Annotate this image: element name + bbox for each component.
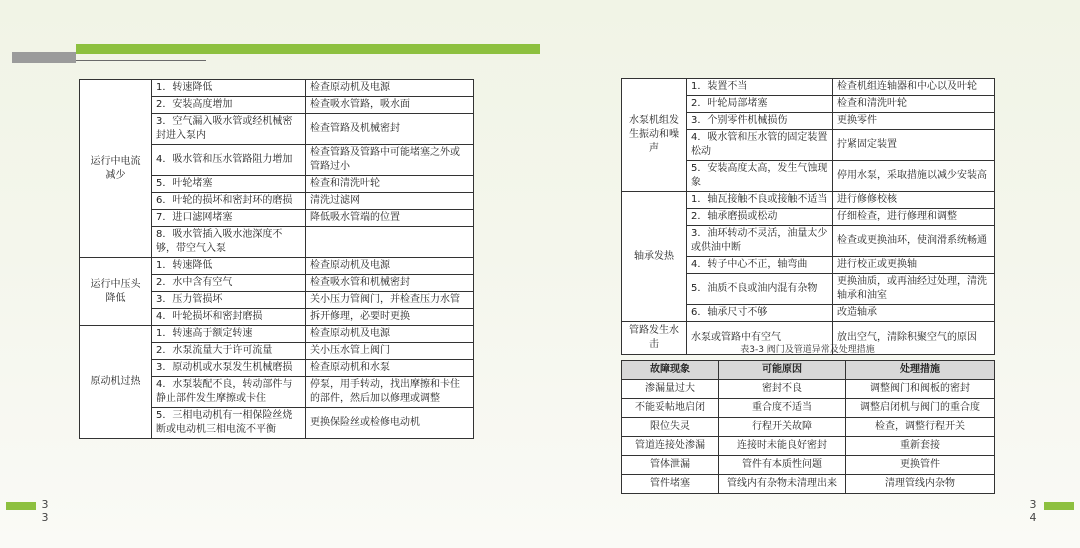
cause-cell: 3．个别零件机械损伤 <box>687 113 833 130</box>
column-header: 故障现象 <box>622 361 719 380</box>
fault-cell: 限位失灵 <box>622 418 719 437</box>
cause-cell: 管件有本质性问题 <box>719 456 846 475</box>
fault-cell: 渗漏量过大 <box>622 380 719 399</box>
fault-cell: 管体泄漏 <box>622 456 719 475</box>
table-row <box>622 475 995 494</box>
remedy-cell: 检查，调整行程开关 <box>846 418 995 437</box>
remedy-cell: 检查吸水管路，吸水面 <box>306 97 474 114</box>
remedy-cell: 检查管路及机械密封 <box>306 114 474 145</box>
cause-cell: 5．叶轮堵塞 <box>152 176 306 193</box>
remedy-cell: 清理管线内杂物 <box>846 475 995 494</box>
remedy-cell: 关小压水管上阀门 <box>306 343 474 360</box>
cause-cell: 6．轴承尺寸不够 <box>687 305 833 322</box>
cause-cell: 2．叶轮局部堵塞 <box>687 96 833 113</box>
cause-cell: 1．转速降低 <box>152 258 306 275</box>
page-number-digit: 4 <box>1029 511 1037 524</box>
remedy-cell: 更换油质，或再油经过处理，清洗轴承和油室 <box>833 274 995 305</box>
cause-cell: 5．安装高度太高，发生气蚀现象 <box>687 161 833 192</box>
fault-cell: 管件堵塞 <box>622 475 719 494</box>
cause-cell: 2．水泵流量大于许可流量 <box>152 343 306 360</box>
fault-cell: 管道连接处渗漏 <box>622 437 719 456</box>
cause-cell: 1．转速高于额定转速 <box>152 326 306 343</box>
remedy-cell: 检查机组连轴器和中心以及叶轮 <box>833 79 995 96</box>
remedy-cell: 检查吸水管和机械密封 <box>306 275 474 292</box>
cause-cell: 1．装置不当 <box>687 79 833 96</box>
cause-cell: 1．轴瓦接触不良或接触不适当 <box>687 192 833 209</box>
category-cell: 管路发生水击 <box>622 322 687 355</box>
cause-cell: 5．三相电动机有一相保险丝烧断或电动机三相电流不平衡 <box>152 408 306 439</box>
cause-cell: 2．水中含有空气 <box>152 275 306 292</box>
remedy-cell: 重新套接 <box>846 437 995 456</box>
page-marker-bar <box>1044 502 1074 510</box>
column-header: 可能原因 <box>719 361 846 380</box>
category-cell: 水泵机组发生振动和噪声 <box>622 79 687 192</box>
remedy-cell: 检查原动机及电源 <box>306 326 474 343</box>
table-row <box>622 399 995 418</box>
cause-cell: 连接时未能良好密封 <box>719 437 846 456</box>
page-number-digit: 3 <box>41 511 49 524</box>
cause-cell: 重合度不适当 <box>719 399 846 418</box>
cause-cell: 4．叶轮损坏和密封磨损 <box>152 309 306 326</box>
remedy-cell: 检查管路及管路中可能堵塞之外或管路过小 <box>306 145 474 176</box>
category-cell: 原动机过热 <box>80 326 152 439</box>
fault-cell: 不能妥帖地启闭 <box>622 399 719 418</box>
remedy-cell: 检查原动机及电源 <box>306 258 474 275</box>
remedy-cell: 进行校正或更换轴 <box>833 257 995 274</box>
remedy-cell: 检查或更换油环，使润滑系统畅通 <box>833 226 995 257</box>
remedy-cell: 更换零件 <box>833 113 995 130</box>
cause-cell: 密封不良 <box>719 380 846 399</box>
cause-cell: 3．压力管损坏 <box>152 292 306 309</box>
remedy-cell: 拆开修理，必要时更换 <box>306 309 474 326</box>
cause-cell: 5．油质不良或油内混有杂物 <box>687 274 833 305</box>
remedy-cell: 停用水泵，采取措施以减少安装高 <box>833 161 995 192</box>
cause-cell: 3．原动机或水泵发生机械磨损 <box>152 360 306 377</box>
cause-cell: 2．安装高度增加 <box>152 97 306 114</box>
category-cell: 运行中压头降低 <box>80 258 152 326</box>
column-header: 处理措施 <box>846 361 995 380</box>
page-number-digit: 3 <box>1029 498 1037 511</box>
cause-cell: 7．进口滤网堵塞 <box>152 210 306 227</box>
remedy-cell: 进行修修校核 <box>833 192 995 209</box>
page-marker-bar <box>6 502 36 510</box>
pump-fault-table-right <box>621 78 995 355</box>
cause-cell: 2．轴承磨损或松动 <box>687 209 833 226</box>
remedy-cell: 改造轴承 <box>833 305 995 322</box>
pump-fault-table-left <box>79 79 474 439</box>
table-row <box>622 418 995 437</box>
cause-cell: 4．吸水管和压水管的固定装置松动 <box>687 130 833 161</box>
cause-cell: 4．转子中心不正，轴弯曲 <box>687 257 833 274</box>
remedy-cell: 更换保险丝或检修电动机 <box>306 408 474 439</box>
remedy-cell: 更换管件 <box>846 456 995 475</box>
cause-cell: 8．吸水管插入吸水池深度不够，带空气入泵 <box>152 227 306 258</box>
remedy-cell: 拧紧固定装置 <box>833 130 995 161</box>
page-number-digit: 3 <box>41 498 49 511</box>
remedy-cell: 调整阀门和阀板的密封 <box>846 380 995 399</box>
remedy-cell: 检查和清洗叶轮 <box>306 176 474 193</box>
remedy-cell: 清洗过滤网 <box>306 193 474 210</box>
table-caption: 表3-3 阀门及管道异常及处理措施 <box>740 345 875 355</box>
header-gray-bar <box>12 52 76 63</box>
header-rule <box>76 60 206 61</box>
category-cell: 轴承发热 <box>622 192 687 322</box>
remedy-cell: 检查原动机及电源 <box>306 80 474 97</box>
remedy-cell: 停泵，用手转动，找出摩擦和卡住的部件，然后加以修理或调整 <box>306 377 474 408</box>
remedy-cell: 降低吸水管端的位置 <box>306 210 474 227</box>
cause-cell: 3．空气漏入吸水管或经机械密封进入泵内 <box>152 114 306 145</box>
cause-cell: 管线内有杂物未清理出来 <box>719 475 846 494</box>
remedy-cell: 调整启闭机与阀门的重合度 <box>846 399 995 418</box>
remedy-cell <box>306 227 474 258</box>
header-green-bar <box>76 44 540 54</box>
cause-cell: 3．油环转动不灵活，油量太少或供油中断 <box>687 226 833 257</box>
cause-cell: 4．水泵装配不良，转动部件与静止部件发生摩擦或卡住 <box>152 377 306 408</box>
remedy-cell: 仔细检查，进行修理和调整 <box>833 209 995 226</box>
cause-cell: 1．转速降低 <box>152 80 306 97</box>
remedy-cell: 放出空气，清除积聚空气的原因 <box>833 322 995 355</box>
remedy-cell: 检查和清洗叶轮 <box>833 96 995 113</box>
table-row <box>622 456 995 475</box>
cause-cell: 4．吸水管和压水管路阻力增加 <box>152 145 306 176</box>
remedy-cell: 关小压力管阀门，并检查压力水管 <box>306 292 474 309</box>
category-cell: 运行中电流减少 <box>80 80 152 258</box>
cause-cell: 6．叶轮的损坏和密封环的磨损 <box>152 193 306 210</box>
valve-pipe-fault-table <box>621 360 995 494</box>
remedy-cell: 检查原动机和水泵 <box>306 360 474 377</box>
table-row <box>622 437 995 456</box>
table-row <box>622 380 995 399</box>
cause-cell: 水泵或管路中有空气 <box>687 322 833 355</box>
cause-cell: 行程开关故障 <box>719 418 846 437</box>
